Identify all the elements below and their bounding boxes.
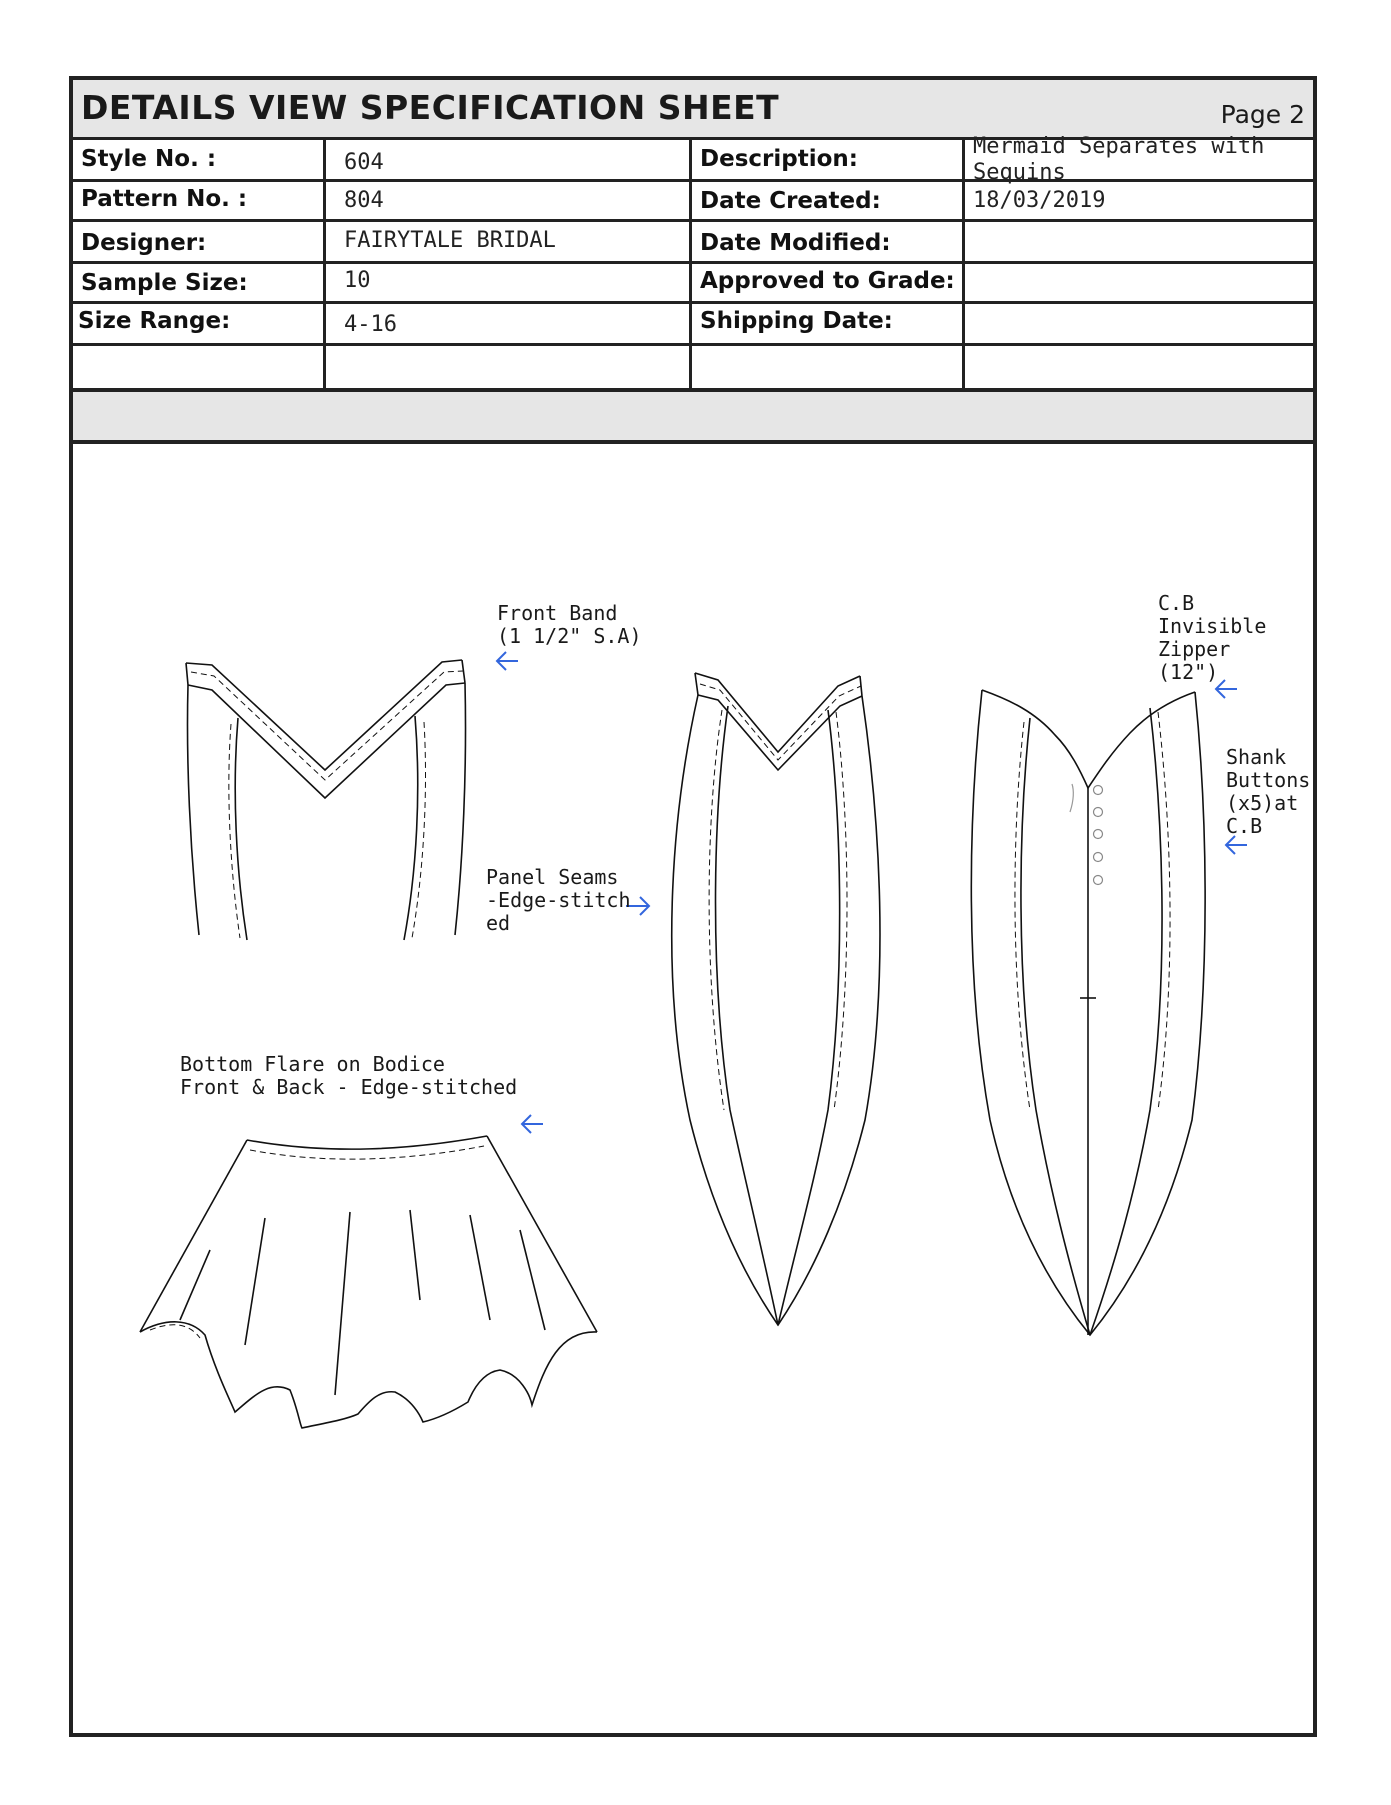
back-bodice-drawing	[971, 690, 1205, 1335]
designer-value: FAIRYTALE BRIDAL	[344, 228, 556, 253]
front-bodice-drawing	[672, 673, 880, 1325]
front-band-note: Front Band (1 1/2" S.A)	[497, 601, 642, 648]
size-range-label: Size Range:	[78, 308, 231, 334]
front-band-arrow	[497, 652, 518, 670]
sheet-title: DETAILS VIEW SPECIFICATION SHEET	[81, 88, 780, 127]
cb-zipper-note: C.B Invisible Zipper (12")	[1158, 591, 1267, 684]
sample-size-label: Sample Size:	[81, 270, 248, 296]
front-band-drawing	[186, 660, 466, 940]
approved-label: Approved to Grade:	[700, 268, 955, 294]
style-no-value: 604	[344, 150, 384, 175]
shank-buttons-note: Shank Buttons (x5)at C.B	[1226, 745, 1311, 838]
date-created-label: Date Created:	[700, 188, 881, 214]
page-number: Page 2	[1220, 100, 1305, 129]
sample-size-value: 10	[344, 268, 371, 293]
bottom-flare-note: Bottom Flare on Bodice Front & Back - Edge-stitched	[180, 1052, 518, 1099]
shipping-label: Shipping Date:	[700, 308, 893, 334]
date-created-value: 18/03/2019	[973, 188, 1106, 213]
shank-buttons-arrow	[1226, 836, 1247, 854]
date-modified-label: Date Modified:	[700, 230, 891, 256]
description-value: Mermaid Separates with Sequins	[973, 134, 1265, 185]
size-range-value: 4-16	[344, 312, 397, 337]
description-label: Description:	[700, 146, 858, 172]
panel-seams-note: Panel Seams -Edge-stitch ed	[486, 865, 631, 935]
designer-label: Designer:	[81, 230, 207, 256]
pattern-no-value: 804	[344, 188, 384, 213]
bottom-flare-arrow	[522, 1115, 543, 1133]
pattern-no-label: Pattern No. :	[81, 186, 248, 212]
style-no-label: Style No. :	[81, 146, 217, 172]
bottom-flare-drawing	[140, 1136, 597, 1428]
